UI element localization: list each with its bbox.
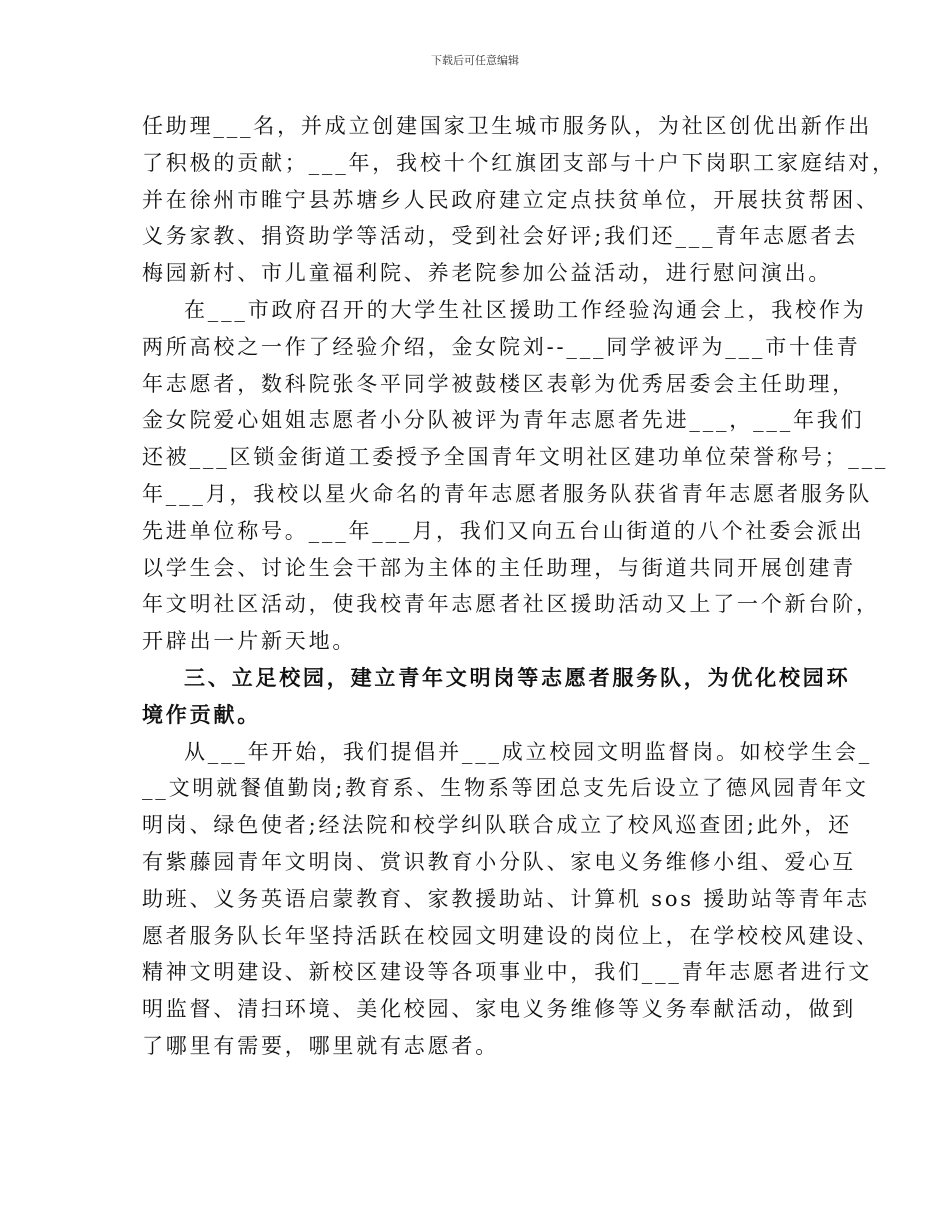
text-line: 年___月，我校以星火命名的青年志愿者服务队获省青年志愿者服务队 [142, 481, 873, 506]
document-body [142, 108, 896, 1065]
text-line: 两所高校之一作了经验介绍，金女院刘--___同学被评为___市十佳青 [142, 334, 861, 359]
text-line: 先进单位称号。___年___月，我们又向五台山街道的八个社委会派出 [142, 518, 865, 543]
text-line: 年志愿者，数科院张冬平同学被鼓楼区表彰为优秀居委会主任助理， [142, 371, 856, 396]
text-line: __文明就餐值勤岗;教育系、生物系等团总支先后设立了德风园青年文 [142, 776, 869, 801]
page-header: 下载后可任意编辑 [431, 54, 519, 67]
text-line: 了哪里有需要，哪里就有志愿者。 [142, 1033, 499, 1058]
text-line: 年文明社区活动，使我校青年志愿者社区援助活动又上了一个新台阶， [142, 592, 880, 617]
text-line: 金女院爱心姐姐志愿者小分队被评为青年志愿者先进___，___年我们 [142, 408, 865, 433]
paragraph-start-line: 从___年开始，我们提倡并___成立校园文明监督岗。如校学生会_ [184, 739, 873, 764]
text-line: 并在徐州市睢宁县苏塘乡人民政府建立定点扶贫单位，开展扶贫帮困、 [142, 187, 880, 212]
text-line: 任助理___名，并成立创建国家卫生城市服务队，为社区创优出新作出 [142, 114, 873, 138]
text-line: 精神文明建设、新校区建设等各项事业中，我们___青年志愿者进行文 [142, 960, 873, 985]
section-heading-continued: 境作贡献。 [142, 701, 261, 727]
text-line: 有紫藤园青年文明岗、赏识教育小分队、家电义务维修小组、爱心互 [142, 849, 856, 874]
paragraph-start-line: 在___市政府召开的大学生社区援助工作经验沟通会上，我校作为 [184, 297, 867, 322]
text-line: 明监督、清扫环境、美化校园、家电义务维修等义务奉献活动，做到 [142, 997, 856, 1022]
text-line: 梅园新村、市儿童福利院、养老院参加公益活动，进行慰问演出。 [142, 261, 833, 286]
text-line: 义务家教、捐资助学等活动，受到社会好评;我们还___青年志愿者去 [142, 224, 859, 249]
text-line: 了积极的贡献；___年，我校十个红旗团支部与十户下岗职工家庭结对， [142, 150, 896, 175]
text-line: 助班、义务英语启蒙教育、家教援助站、计算机 sos 援助站等青年志 [142, 886, 870, 911]
text-line: 开辟出一片新天地。 [142, 629, 357, 654]
text-line: 以学生会、讨论生会干部为主体的主任助理，与街道共同开展创建青 [142, 555, 856, 580]
text-line: 还被___区锁金街道工委授予全国青年文明社区建功单位荣誉称号；___ [142, 445, 889, 470]
text-line: 愿者服务队长年坚持活跃在校园文明建设的岗位上，在学校校风建设、 [142, 923, 880, 948]
text-line: 明岗、绿色使者;经法院和校学纠队联合成立了校风巡查团;此外，还 [142, 813, 852, 838]
section-heading: 三、立足校园，建立青年文明岗等志愿者服务队，为优化校园环 [184, 664, 851, 690]
